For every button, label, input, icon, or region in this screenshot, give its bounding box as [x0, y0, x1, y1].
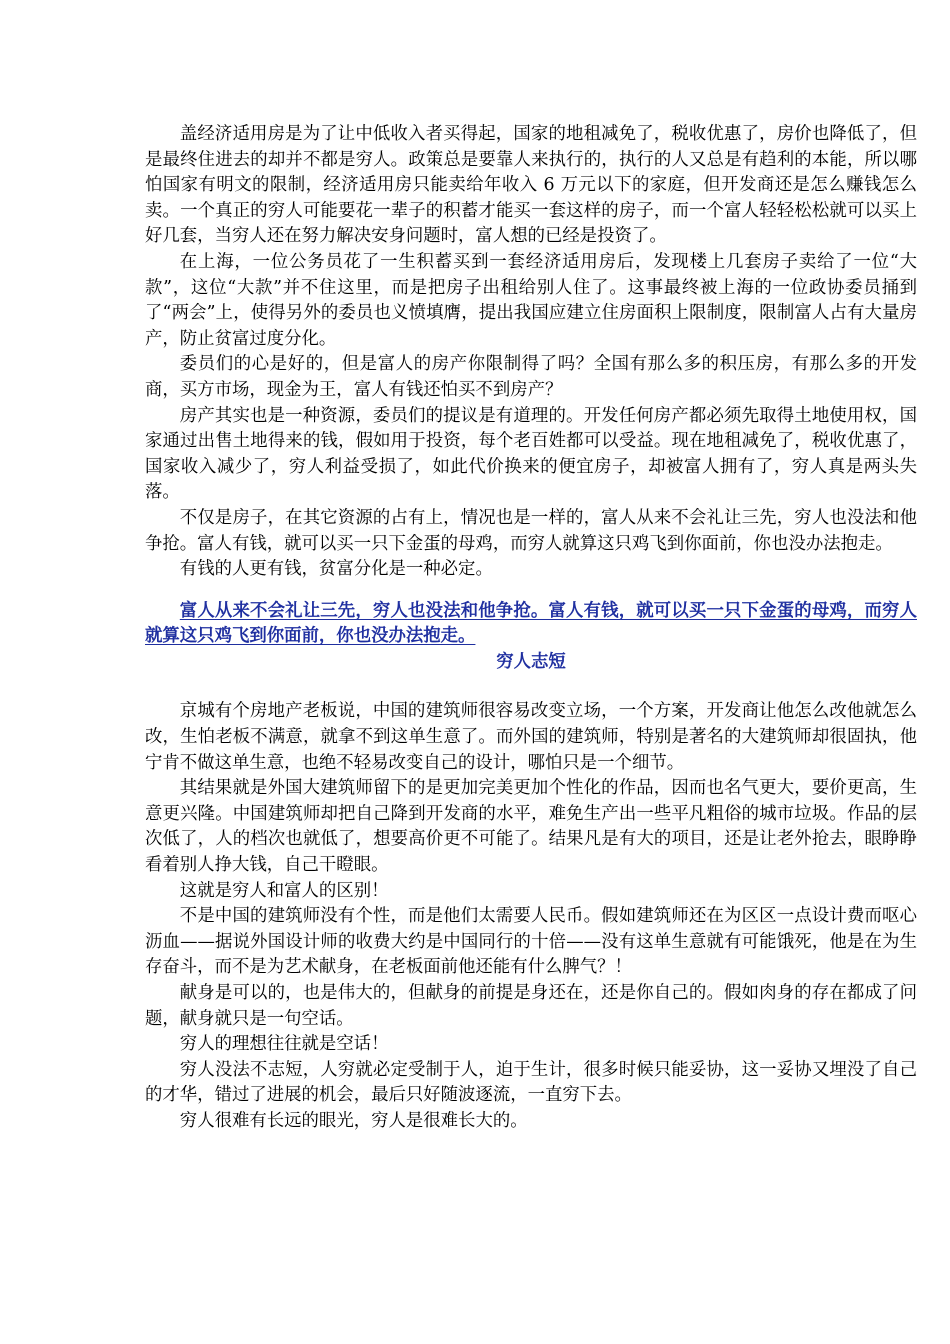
- paragraph: 穷人没法不志短，人穷就必定受制于人，迫于生计，很多时候只能妥协，这一妥协又埋没了自己的才华，错过了进展的机会，最后只好随波逐流，一直穷下去。: [145, 1059, 917, 1106]
- paragraph: 不仅是房子，在其它资源的占有上，情况也是一样的，富人从来不会礼让三先，穷人也没法和他争抢。富人有钱，就可以买一只下金蛋的母鸡，而穷人就算这只鸡飞到你面前，你也没办法抱走。: [145, 507, 917, 554]
- paragraph: 穷人的理想往往就是空话！: [179, 1034, 389, 1055]
- section-heading: 穷人志短: [496, 651, 566, 672]
- paragraph: 这就是穷人和富人的区别！: [179, 880, 389, 901]
- paragraph: 在上海，一位公务员花了一生积蓄买到一套经济适用房后，发现楼上几套房子卖给了一位“大款”，这位“大款”并不住这里，而是把房子出租给别人住了。这事最终被上海的一位政协委员捅到了“两会”上，使得另外的委员也义愤填膺，提出我国应建立住房面积上限制度，限制富人占有大量房产，防止贫富过度分化。: [145, 251, 917, 349]
- paragraph: 献身是可以的，也是伟大的，但献身的前提是身还在，还是你自己的。假如肉身的存在都成了问题，献身就只是一句空话。: [145, 983, 917, 1029]
- paragraph: 有钱的人更有钱，贫富分化是一种必定。: [179, 559, 493, 580]
- spacer: [145, 583, 917, 599]
- document-page: [145, 122, 917, 1135]
- paragraph: 房产其实也是一种资源，委员们的提议是有道理的。开发任何房产都必须先取得土地使用权，国家通过出售土地得来的钱，假如用于投资，每个老百姓都可以受益。现在地租减免了，税收优惠了，国家收入减少了，穷人利益受损了，如此代价换来的便宜房子，却被富人拥有了，穷人真是两头失落。: [145, 405, 917, 503]
- paragraph: 穷人很难有长远的眼光，穷人是很难长大的。: [179, 1110, 528, 1131]
- spacer: [145, 675, 917, 699]
- paragraph: 不是中国的建筑师没有个性，而是他们太需要人民币。假如建筑师还在为区区一点设计费而呕心沥血——据说外国设计师的收费大约是中国同行的十倍——没有这单生意就有可能饿死，他是在为生存奋斗，而不是为艺术献身，在老板面前他还能有什么脾气？！: [145, 906, 917, 978]
- paragraph: 其结果就是外国大建筑师留下的是更加完美更加个性化的作品，因而也名气更大，要价更高，生意更兴隆。中国建筑师却把自己降到开发商的水平，难免生产出一些平凡粗俗的城市垃圾。作品的层次低了，人的档次也就低了，想要高价更不可能了。结果凡是有大的项目，还是让老外抢去，眼睁睁看着别人挣大钱，自己干瞪眼。: [145, 778, 917, 876]
- paragraph: 委员们的心是好的，但是富人的房产你限制得了吗？全国有那么多的积压房，有那么多的开发商，买方市场，现金为王，富人有钱还怕买不到房产？: [145, 354, 917, 400]
- highlighted-quote: 富人从来不会礼让三先，穷人也没法和他争抢。富人有钱，就可以买一只下金蛋的母鸡，而穷人就算这只鸡飞到你面前，你也没办法抱走。: [145, 600, 917, 647]
- paragraph: 京城有个房地产老板说，中国的建筑师很容易改变立场，一个方案，开发商让他怎么改他就怎么改，生怕老板不满意，就拿不到这单生意了。而外国的建筑师，特别是著名的大建筑师却很固执，他宁肯不做这单生意，也绝不轻易改变自己的设计，哪怕只是一个细节。: [145, 701, 917, 773]
- paragraph: 盖经济适用房是为了让中低收入者买得起，国家的地租减免了，税收优惠了，房价也降低了，但是最终住进去的却并不都是穷人。政策总是要靠人来执行的，执行的人又总是有趋利的本能，所以哪怕国家有明文的限制，经济适用房只能卖给年收入 6 万元以下的家庭，但开发商还是怎么赚钱怎么卖。一个真正的穷人可能要花一辈子的积蓄才能买一套这样的房子，而一个富人轻轻松松就可以买上好几套，当穷人还在努力解决安身问题时，富人想的已经是投资了。: [145, 124, 917, 247]
